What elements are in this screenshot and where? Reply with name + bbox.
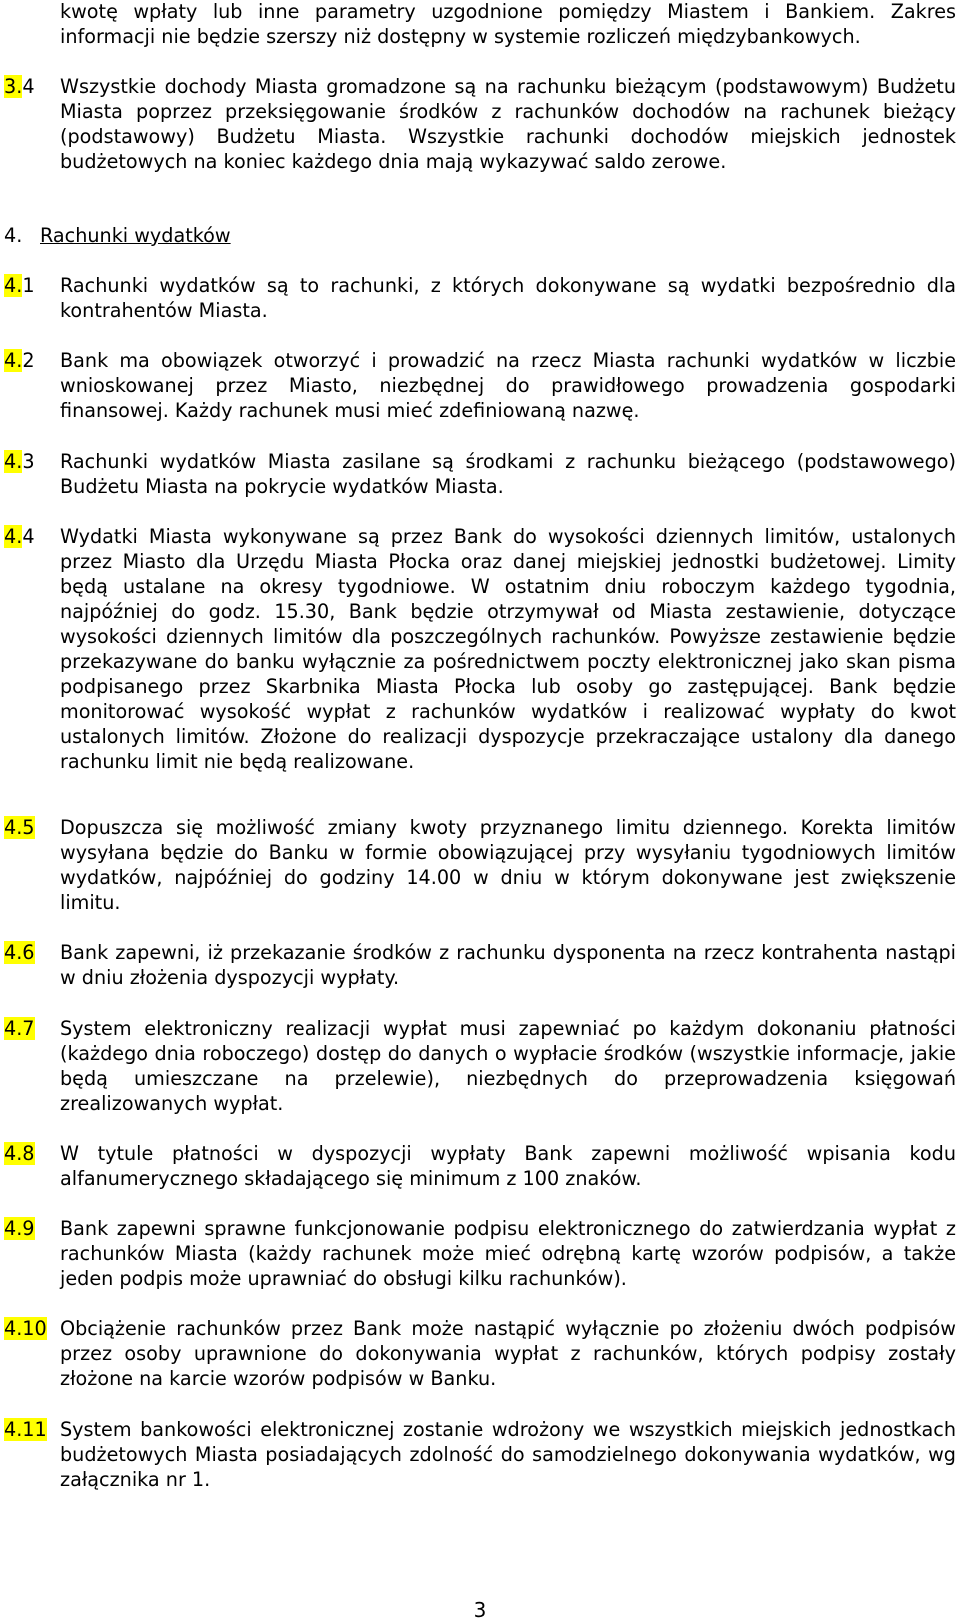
continuation-paragraph: [4, 0, 956, 49]
clause-number: [4, 815, 60, 840]
clause-text: Wszystkie dochody Miasta gromadzone są na rachunku bieżącym (podstawowym) Budżetu Miasta poprzez przeksięgowanie środków z rachunków dochodów na rachunek bieżący (podstawowy) Budżetu Miasta. Wszystkie rachunki dochodów miejskich jednostek budżetowych na koniec każdego dnia mają wykazywać saldo zerowe.: [60, 75, 956, 173]
clause-number-highlight: 3.: [4, 75, 23, 98]
clause-number: [4, 940, 60, 965]
clause-4-8: [4, 1141, 956, 1191]
clause-4-7: [4, 1016, 956, 1116]
clause-number-highlight: 4.7: [4, 1017, 35, 1040]
clause-4-10: [4, 1316, 956, 1391]
clause-number-highlight: 4.8: [4, 1142, 35, 1165]
clause-number-highlight: 4.11: [4, 1418, 47, 1441]
clause-text: Bank ma obowiązek otworzyć i prowadzić na rzecz Miasta rachunki wydatków w liczbie wnioskowanej przez Miasto, niezbędnej do prawidłowego prowadzenia gospodarki finansowej. Każdy rachunek musi mieć zdefiniowaną nazwę.: [60, 349, 956, 422]
clause-number-highlight: 4.6: [4, 941, 35, 964]
clause-text: Rachunki wydatków są to rachunki, z których dokonywane są wydatki bezpośrednio dla kontrahentów Miasta.: [60, 274, 956, 322]
clause-number-highlight: 4.: [4, 525, 23, 548]
clause-number-rest: 3: [22, 450, 35, 473]
clause-number-rest: 2: [22, 349, 35, 372]
clause-text: Bank zapewni sprawne funkcjonowanie podpisu elektronicznego do zatwierdzania wypłat z rachunków Miasta (każdy rachunek może mieć odrębną kartę wzorów podpisów, a także jeden podpis może uprawniać do obsługi kilku rachunków).: [60, 1217, 956, 1290]
clause-number: [4, 1316, 60, 1341]
clause-4-11: [4, 1417, 956, 1492]
clause-number-highlight: 4.: [4, 274, 23, 297]
clause-4-9: [4, 1216, 956, 1291]
continuation-text: kwotę wpłaty lub inne parametry uzgodnione pomiędzy Miastem i Bankiem. Zakres informacji nie będzie szerszy niż dostępny w systemie rozliczeń międzybankowych.: [60, 0, 956, 48]
clause-4-6: [4, 940, 956, 990]
clause-4-4: [4, 524, 956, 774]
clause-4-3: [4, 449, 956, 499]
clause-text: Wydatki Miasta wykonywane są przez Bank do wysokości dziennych limitów, ustalonych przez Miasto dla Urzędu Miasta Płocka oraz danej miejskiej jednostki budżetowej. Limity będą ustalane na okresy tygodniowe. W ostatnim dniu roboczym każdego tygodnia, najpóźniej do godz. 15.30, Bank będzie otrzymywał od Miasta zestawienie, dotyczące wysokości dziennych limitów dla poszczególnych rachunków. Powyższe zestawienie będzie przekazywane do banku wyłącznie za pośrednictwem poczty elektronicznej jako skan pisma podpisanego przez Skarbnika Miasta Płocka lub osoby go zastępującej. Bank będzie monitorować wysokość wypłat z rachunków wydatków i realizować wypłaty do kwot ustalonych limitów. Złożone do realizacji dyspozycje przekraczające ustalony dla danego rachunku limit nie będą realizowane.: [60, 525, 956, 773]
clause-text: W tytule płatności w dyspozycji wypłaty Bank zapewni możliwość wpisania kodu alfanumerycznego składającego się minimum z 100 znaków.: [60, 1142, 956, 1190]
section-heading-title: Rachunki wydatków: [40, 224, 231, 247]
clause-text: System bankowości elektronicznej zostanie wdrożony we wszystkich miejskich jednostkach budżetowych Miasta posiadających zdolność do samodzielnego dokonywania wydatków, wg załącznika nr 1.: [60, 1418, 956, 1491]
clause-number: [4, 1216, 60, 1241]
clause-4-5: [4, 815, 956, 915]
clause-number-highlight: 4.: [4, 450, 23, 473]
clause-number: [4, 524, 60, 549]
clause-4-1: [4, 273, 956, 323]
clause-number-rest: 4: [22, 75, 35, 98]
clause-number: [4, 74, 60, 99]
section-heading: [4, 223, 956, 248]
clause-number: [4, 273, 60, 298]
clause-number: [4, 1417, 60, 1442]
clause-text: System elektroniczny realizacji wypłat musi zapewniać po każdym dokonaniu płatności (każdego dnia roboczego) dostęp do danych o wypłacie środków (wszystkie informacje, jakie będą umieszczane na przelewie), niezbędnych do przeprowadzenia księgowań zrealizowanych wypłat.: [60, 1017, 956, 1115]
clause-number: [4, 449, 60, 474]
clause-number-highlight: 4.5: [4, 816, 35, 839]
clause-number: [4, 1141, 60, 1166]
section-heading-number: 4.: [4, 224, 23, 247]
clause-3-4: [4, 74, 956, 174]
clause-number-highlight: 4.9: [4, 1217, 35, 1240]
clause-4-2: [4, 348, 956, 423]
clause-number-highlight: 4.: [4, 349, 23, 372]
clause-text: Dopuszcza się możliwość zmiany kwoty przyznanego limitu dziennego. Korekta limitów wysyłana będzie do Banku w formie obowiązującej przy wysyłaniu tygodniowych limitów wydatków, najpóźniej do godziny 14.00 w dniu w którym dokonywane jest zwiększenie limitu.: [60, 816, 956, 914]
clause-number-highlight: 4.10: [4, 1317, 47, 1340]
clause-number: [4, 1016, 60, 1041]
clause-number-rest: 1: [22, 274, 35, 297]
clause-text: Rachunki wydatków Miasta zasilane są środkami z rachunku bieżącego (podstawowego) Budżetu Miasta na pokrycie wydatków Miasta.: [60, 450, 956, 498]
clause-number: [4, 348, 60, 373]
page-number: 3: [473, 1598, 487, 1622]
clause-text: Bank zapewni, iż przekazanie środków z rachunku dysponenta na rzecz kontrahenta nastąpi w dniu złożenia dyspozycji wypłaty.: [60, 941, 956, 989]
clause-number-rest: 4: [22, 525, 35, 548]
clause-text: Obciążenie rachunków przez Bank może nastąpić wyłącznie po złożeniu dwóch podpisów przez osoby uprawnione do dokonywania wypłat z rachunków, których podpisy zostały złożone na karcie wzorów podpisów w Banku.: [60, 1317, 956, 1390]
